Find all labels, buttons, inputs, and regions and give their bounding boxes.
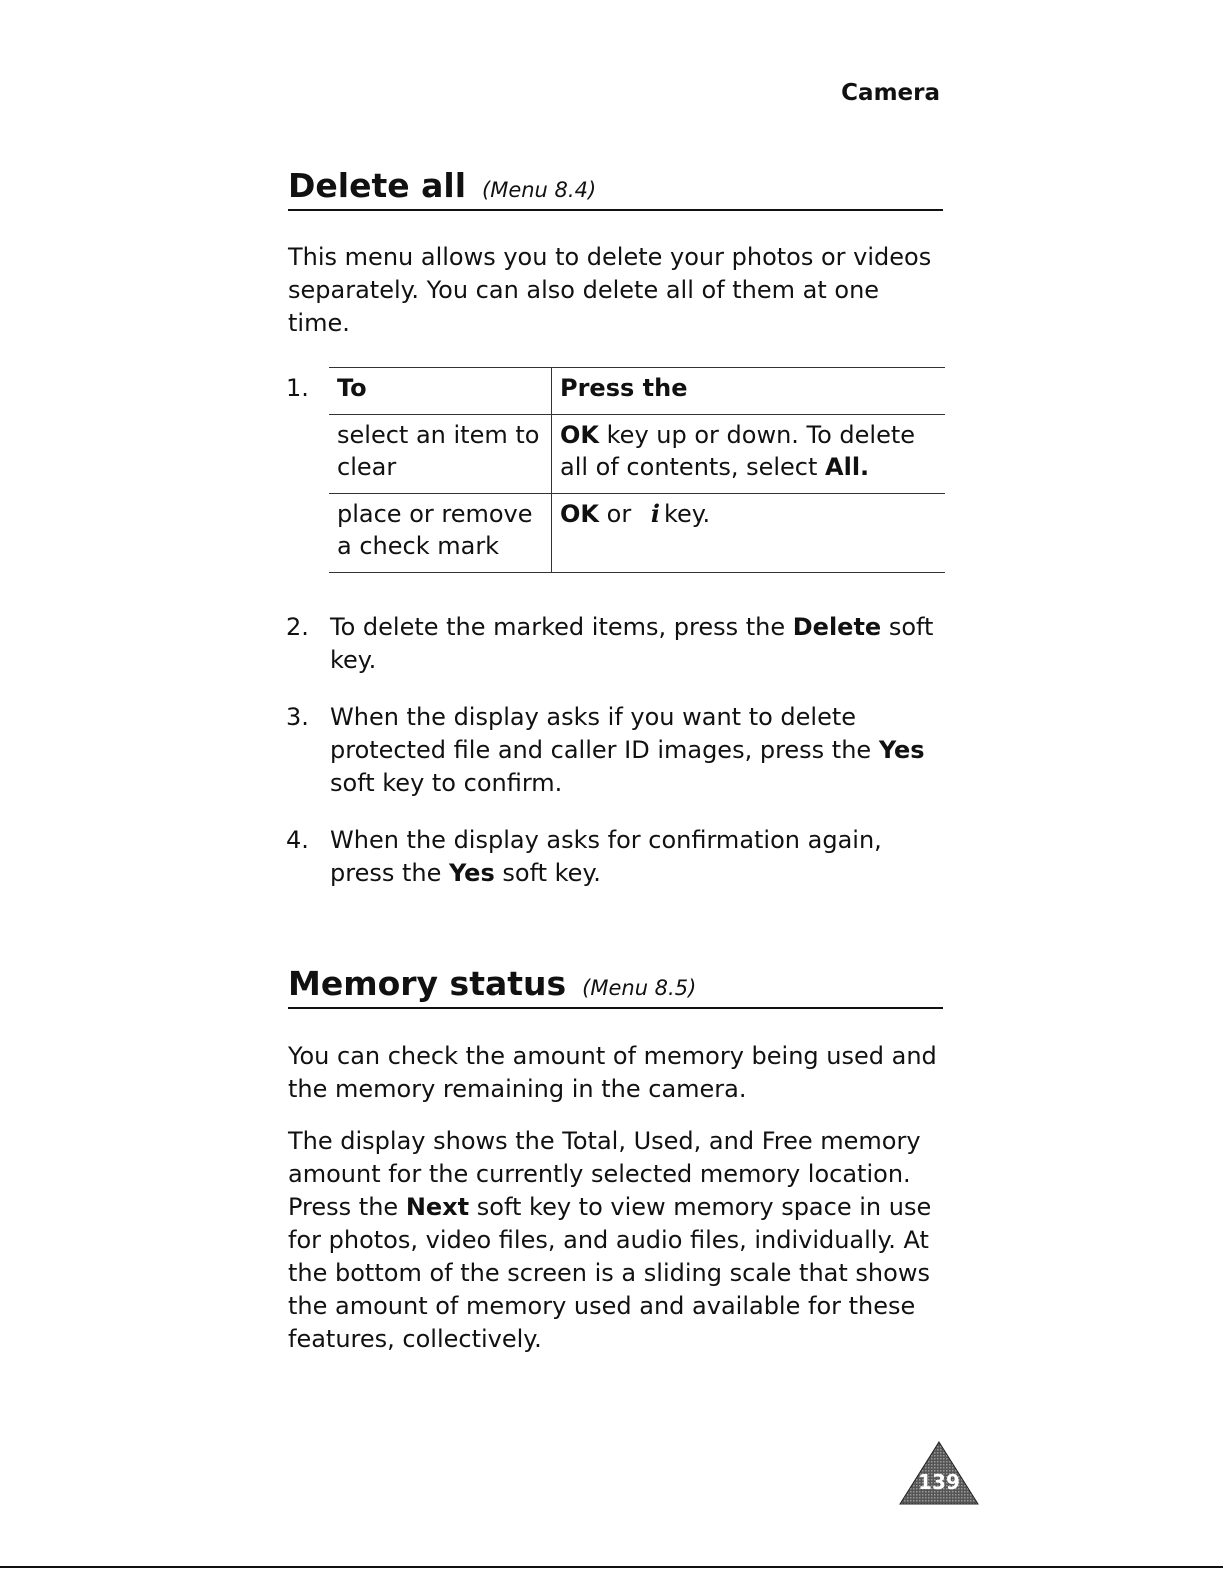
step-number: 4. — [286, 826, 309, 854]
next-key-label: Next — [405, 1193, 470, 1221]
memory-intro: You can check the amount of memory being used and the memory remaining in the camera. — [288, 1042, 937, 1103]
menu-reference: (Menu 8.4) — [482, 178, 597, 202]
bottom-rule — [0, 1566, 1223, 1568]
table-cell-action: select an item to clear — [329, 415, 552, 494]
all-option-label: All. — [825, 453, 870, 481]
yes-key-label: Yes — [449, 859, 495, 887]
menu-reference: (Menu 8.5) — [582, 976, 697, 1000]
step-2-text: To delete the marked items, press the Delete soft key. — [330, 613, 934, 674]
section-title: Memory status — [288, 964, 567, 1003]
column-header-press: Press the — [560, 374, 688, 402]
table-cell-key: OK or i key. — [560, 499, 711, 528]
info-key-icon: i — [650, 499, 660, 528]
delete-all-heading — [288, 166, 943, 211]
memory-status-heading — [288, 964, 943, 1009]
page-number: 139 — [918, 1470, 960, 1494]
ok-key-label: OK — [560, 421, 599, 449]
table-header-row — [329, 368, 945, 415]
ok-key-label: OK — [560, 500, 599, 528]
delete-key-label: Delete — [792, 613, 882, 641]
step-4-text: When the display asks for confirmation again, press the Yes soft key. — [330, 826, 882, 887]
delete-intro: This menu allows you to delete your photos or videos separately. You can also delete all of them at one time. — [288, 243, 932, 337]
column-header-to: To — [329, 368, 552, 415]
step-number: 2. — [286, 613, 309, 641]
step-3-text: When the display asks if you want to delete protected file and caller ID images, press the Yes soft key to confirm. — [330, 703, 925, 797]
yes-key-label: Yes — [878, 736, 925, 764]
memory-description: The display shows the Total, Used, and Free memory amount for the currently selected memory location. Press the Next soft key to view memory space in use for photos, video files, and audio files, individually. At the bottom of the screen is a sliding scale that shows the amount of memory used and available for these features, collectively. — [288, 1127, 932, 1353]
running-head: Camera — [841, 80, 940, 106]
key-table — [329, 367, 945, 573]
section-title: Delete all — [288, 166, 467, 205]
table-row — [329, 415, 945, 494]
table-cell-key: OK key up or down. To delete all of contents, select All. — [560, 421, 916, 481]
table-cell-action: place or remove a check mark — [329, 494, 552, 573]
step-number: 1. — [286, 374, 309, 402]
table-row — [329, 494, 945, 573]
step-number: 3. — [286, 703, 309, 731]
